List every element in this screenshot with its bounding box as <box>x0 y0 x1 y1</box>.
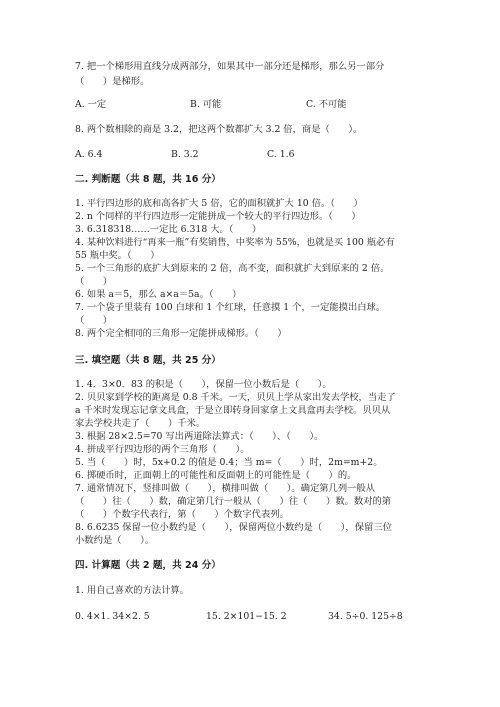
s2-line-9: 7. 一个袋子里装有 100 白球和 1 个红球，任意摸 1 个，一定能摸出白球。 <box>75 302 386 313</box>
s3-line-8: 6. 掷硬币时，正面朝上的可能性和反面朝上的可能性是（ ）的。 <box>75 470 357 481</box>
s3-line-6: 4. 拼成平行四边形的两个三角形（ ）。 <box>75 444 250 455</box>
q7-option-a: A. 一定 <box>75 99 107 110</box>
calc-expr-3: 34. 5÷0. 125÷8 <box>328 611 403 622</box>
s2-line-11: 8. 两个完全相同的三角形一定能拼成梯形。（ ） <box>75 328 287 339</box>
q8-option-c: C. 1.6 <box>267 149 295 160</box>
q7-line1: 7. 把一个梯形用直线分成两部分，如果其中一部分还是梯形，那么另一部分 <box>75 61 385 72</box>
q8-option-a: A. 6.4 <box>75 149 103 160</box>
s3-line-2: 2. 贝贝家到学校的距离是 0.8 千米。一天，贝贝上学从家出发去学校，当走了 <box>75 392 396 403</box>
section2-title: 二. 判断题（共 8 题，共 16 分） <box>75 174 221 185</box>
s3-line-13: 小数约是（ ）。 <box>75 535 155 546</box>
q8-line1: 8. 两个数相除的商是 3.2，把这两个数都扩大 3.2 倍，商是（ ）。 <box>75 124 363 135</box>
s2-line-5: 55 瓶中奖。（ ） <box>75 250 160 261</box>
s3-line-11: （ ）个数字代表行，第（ ）个数字代表列。 <box>75 509 289 520</box>
q7-line2: （ ）是梯形。 <box>75 76 150 87</box>
s2-line-8: 6. 如果 a＝5，那么 a×a＝5a。（ ） <box>75 289 242 300</box>
s3-line-12: 8. 6.6235 保留一位小数约是（ ），保留两位小数约是（ ），保留三位 <box>75 522 392 533</box>
section3-title: 三. 填空题（共 8 题，共 25 分） <box>75 355 221 366</box>
s3-line-7: 5. 当（ ）时，5x+0.2 的值是 0.4；当 m=（ ）时，2m=m+2。 <box>75 457 383 468</box>
q7-option-c: C. 不可能 <box>306 99 347 110</box>
s3-line-4: 家去学校共走了（ ）千米。 <box>75 418 206 429</box>
q7-option-b: B. 可能 <box>190 99 222 110</box>
q8-option-b: B. 3.2 <box>171 149 199 160</box>
s3-line-9: 7. 通常情况下，竖排叫做（ ），横排叫做（ ）。确定第几列一般从 <box>75 483 376 494</box>
s2-line-7: （ ） <box>75 276 113 287</box>
section4-title: 四. 计算题（共 2 题，共 24 分） <box>75 560 221 571</box>
calc-expr-2: 15. 2×101−15. 2 <box>206 611 287 622</box>
s2-line-10: （ ） <box>75 315 113 326</box>
s2-line-1: 1. 平行四边形的底和高各扩大 5 倍，它的面积就扩大 10 倍。（ ） <box>75 198 363 209</box>
s2-line-2: 2. n 个同样的平行四边形一定能拼成一个较大的平行四边形。（ ） <box>75 211 361 222</box>
s3-line-3: a 千米时发现忘记拿文具盒，于是立即转身回家拿上文具盒再去学校。贝贝从 <box>75 405 391 416</box>
s2-line-3: 3. 6.318318……一定比 6.318 大。（ ） <box>75 224 262 235</box>
s3-line-10: （ ）往（ ）数，确定第几行一般从（ ）往（ ）数。数对的第 <box>75 496 392 507</box>
s3-line-5: 3. 根据 28×2.5=70 写出两道除法算式：（ ）、（ ）。 <box>75 431 324 442</box>
s2-line-6: 5. 一个三角形的底扩大到原来的 2 倍，高不变，面积就扩大到原来的 2 倍。 <box>75 263 390 274</box>
s3-line-1: 1. 4．3×0．83 的积是（ ），保留一位小数后是（ ）。 <box>75 379 332 390</box>
s2-line-4: 4. 某种饮料进行“再来一瓶”有奖销售，中奖率为 55%，也就是买 100 瓶必有 <box>75 237 395 248</box>
s4-instruction: 1. 用自己喜欢的方法计算。 <box>75 585 190 596</box>
calc-expr-1: 0. 4×1. 34×2. 5 <box>75 611 150 622</box>
